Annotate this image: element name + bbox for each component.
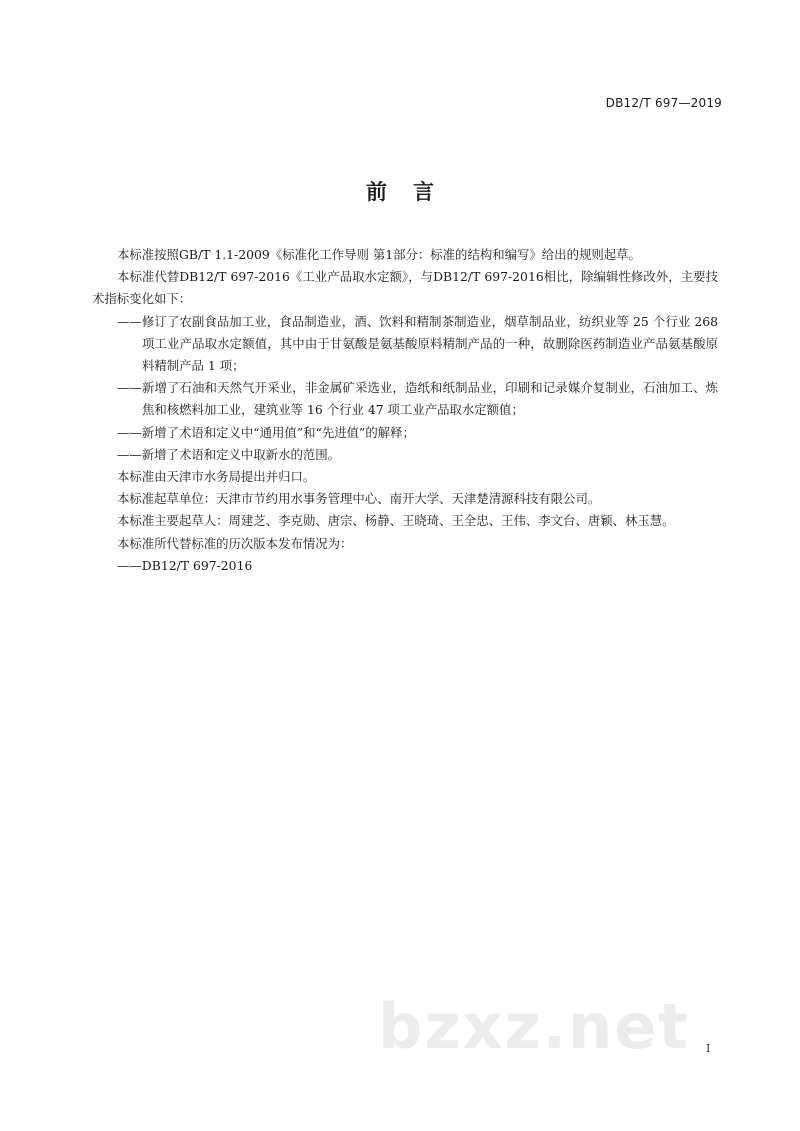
body-text [92, 244, 718, 577]
paragraph-replacement: 本标准代替DB12/T 697-2016《工业产品取水定额》，与DB12/T 697-2016相比，除编辑性修改外，主要技术指标变化如下： [92, 269, 718, 307]
change-item: ——新增了术语和定义中“通用值”和“先进值”的解释； [117, 424, 415, 440]
paragraph-drafting-units: 本标准起草单位：天津市节约用水事务管理中心、南开大学、天津楚清源科技有限公司。 [117, 491, 601, 507]
change-item: ——修订了农副食品加工业，食品制造业，酒、饮料和精制茶制造业，烟草制品业，纺织业等 25 个行业 268 项工业产品取水定额值，其中由于甘氨酸是氨基酸原料精制产品的一种，故删除医药制造业产品氨基酸原料精制产品 1 项； [117, 313, 718, 374]
page-title: 前言 [366, 180, 460, 204]
change-item: ——新增了术语和定义中取新水的范围。 [117, 446, 341, 462]
change-item: ——新增了石油和天然气开采业，非金属矿采选业，造纸和纸制品业，印刷和记录媒介复制业，石油加工、炼焦和核燃料加工业，建筑业等 16 个行业 47 项工业产品取水定额值； [117, 380, 718, 418]
history-item: ——DB12/T 697-2016 [117, 557, 253, 573]
document-code: DB12/T 697—2019 [605, 96, 722, 110]
page-number: I [706, 1042, 711, 1055]
paragraph-history: 本标准所代替标准的历次版本发布情况为： [117, 535, 353, 551]
paragraph-drafting-rules: 本标准按照GB/T 1.1-2009《标准化工作导则 第1部分：标准的结构和编写》给出的规则起草。 [117, 247, 641, 262]
paragraph-drafters: 本标准主要起草人：周建芝、李克勋、唐宗、杨静、王晓琦、王全忠、王伟、李文台、唐颖、林玉慧。 [117, 513, 675, 529]
paragraph-proposer: 本标准由天津市水务局提出并归口。 [117, 469, 316, 485]
watermark: bzxz.net [378, 990, 690, 1063]
